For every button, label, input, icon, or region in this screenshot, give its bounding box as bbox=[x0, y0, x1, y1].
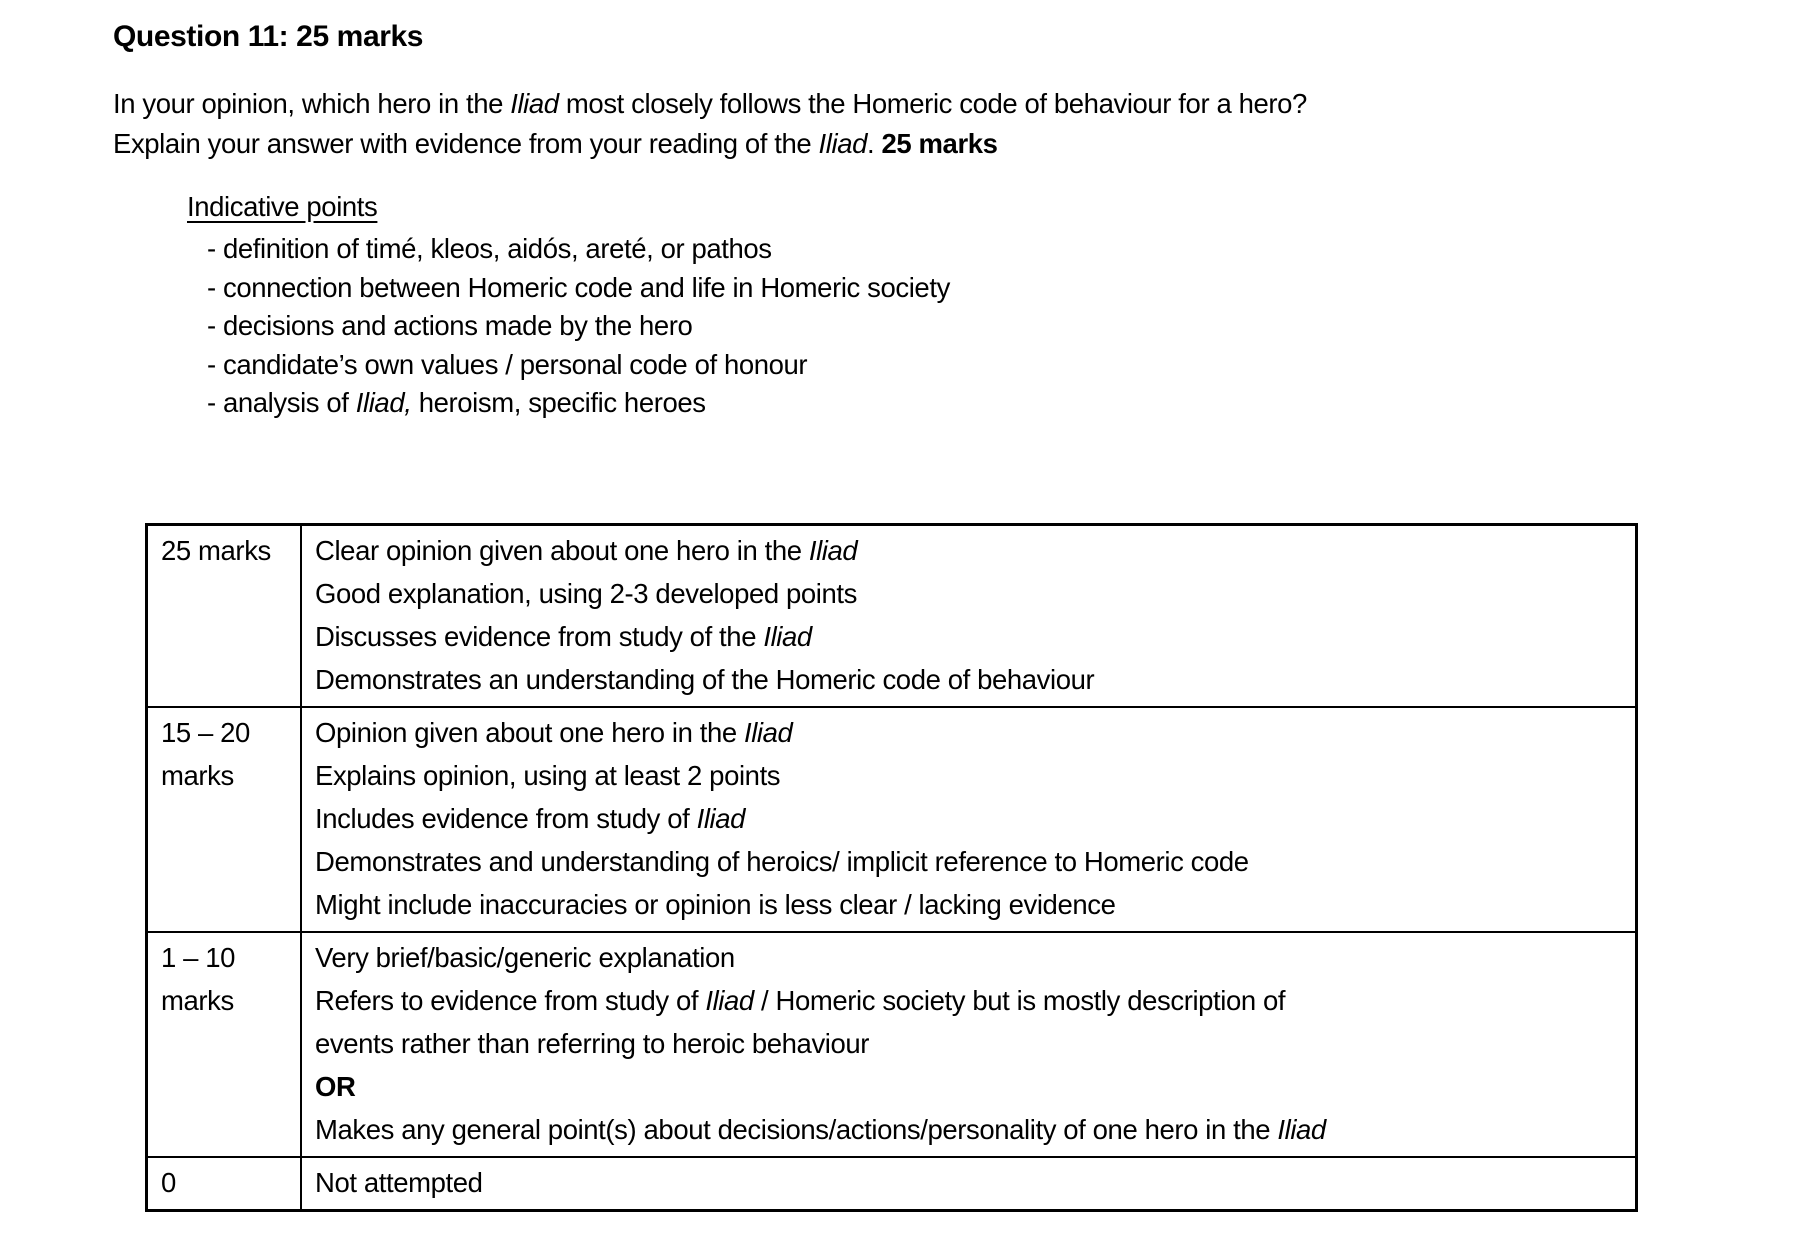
criteria-line bbox=[315, 1065, 1622, 1108]
criteria-cell bbox=[301, 932, 1637, 1157]
criteria-line bbox=[315, 1161, 1622, 1204]
question-heading: Question 11: 25 marks bbox=[113, 20, 424, 53]
text-segment: - analysis of bbox=[207, 387, 356, 418]
marks-band-line: 15 – 20 bbox=[161, 716, 250, 748]
italic-text: Iliad bbox=[696, 802, 746, 834]
criteria-line bbox=[315, 572, 1622, 615]
text-segment: Demonstrates and understanding of heroics/ implicit reference to Homeric code bbox=[315, 845, 1249, 877]
text-segment: Explain your answer with evidence from your reading of the bbox=[113, 128, 819, 159]
italic-text: Iliad bbox=[1277, 1113, 1326, 1145]
criteria-line bbox=[315, 840, 1622, 883]
italic-text: Iliad bbox=[705, 984, 754, 1016]
text-segment: Includes evidence from study of bbox=[315, 802, 697, 834]
italic-text: Iliad bbox=[510, 88, 559, 119]
text-segment: Discusses evidence from study of the bbox=[315, 620, 764, 652]
text-segment: Refers to evidence from study of bbox=[315, 984, 706, 1016]
rubric-row bbox=[147, 707, 1637, 932]
criteria-line bbox=[315, 797, 1622, 840]
text-segment: Clear opinion given about one hero in the bbox=[315, 534, 809, 566]
marks-band-line: marks bbox=[161, 984, 234, 1016]
criteria-cell bbox=[301, 524, 1637, 707]
criteria-line bbox=[315, 883, 1622, 926]
text-segment: Makes any general point(s) about decisions/actions/personality of one hero in the bbox=[315, 1113, 1278, 1145]
marks-band-line: 25 marks bbox=[161, 534, 271, 566]
rubric-table-body bbox=[147, 524, 1637, 1210]
text-segment: heroism, specific heroes bbox=[411, 387, 706, 418]
rubric-row bbox=[147, 1157, 1637, 1211]
text-segment: Explains opinion, using at least 2 points bbox=[315, 759, 781, 791]
indicative-point bbox=[207, 384, 1778, 423]
marks-band-cell bbox=[147, 524, 302, 707]
bold-text: OR bbox=[315, 1070, 356, 1102]
indicative-point bbox=[207, 230, 1778, 269]
criteria-line bbox=[315, 936, 1622, 979]
text-segment: Demonstrates an understanding of the Homeric code of behaviour bbox=[315, 663, 1095, 695]
marks-band-cell bbox=[147, 932, 302, 1157]
indicative-points-list bbox=[187, 230, 1778, 423]
criteria-line bbox=[315, 1108, 1622, 1151]
italic-text: Iliad bbox=[763, 620, 812, 652]
text-segment: - candidate’s own values / personal code of honour bbox=[207, 348, 808, 380]
indicative-points-section bbox=[187, 188, 1778, 423]
marks-band-cell bbox=[147, 1157, 302, 1211]
marking-rubric-table bbox=[145, 523, 1638, 1212]
marks-band-line: 1 – 10 bbox=[161, 941, 236, 973]
text-segment: Good explanation, using 2-3 developed points bbox=[315, 577, 857, 609]
italic-text: Iliad, bbox=[355, 387, 412, 418]
criteria-line bbox=[315, 711, 1622, 754]
text-segment: - connection between Homeric code and life in Homeric society bbox=[207, 271, 950, 303]
text-segment: - definition of timé, kleos, aidós, areté, or pathos bbox=[207, 233, 772, 264]
rubric-row bbox=[147, 932, 1637, 1157]
text-segment: Opinion given about one hero in the bbox=[315, 716, 744, 748]
indicative-point bbox=[207, 307, 1778, 346]
text-segment: Not attempted bbox=[315, 1166, 483, 1198]
italic-text: Iliad bbox=[818, 128, 867, 159]
marks-band-cell bbox=[147, 707, 302, 932]
text-segment: / Homeric society but is mostly description of bbox=[753, 984, 1286, 1016]
indicative-points-heading: Indicative points bbox=[187, 191, 378, 222]
italic-text: Iliad bbox=[743, 716, 793, 748]
criteria-line bbox=[315, 979, 1622, 1022]
text-segment: In your opinion, which hero in the bbox=[113, 88, 511, 119]
criteria-cell bbox=[301, 707, 1637, 932]
italic-text: Iliad bbox=[808, 534, 858, 566]
criteria-cell bbox=[301, 1157, 1637, 1211]
rubric-row bbox=[147, 524, 1637, 707]
indicative-point bbox=[207, 269, 1778, 308]
criteria-line bbox=[315, 1022, 1622, 1065]
question-line bbox=[113, 84, 1778, 124]
text-segment: Might include inaccuracies or opinion is less clear / lacking evidence bbox=[315, 888, 1116, 920]
criteria-line bbox=[315, 754, 1622, 797]
question-line bbox=[113, 124, 1778, 164]
criteria-line bbox=[315, 615, 1622, 658]
criteria-line bbox=[315, 529, 1622, 572]
indicative-point bbox=[207, 346, 1778, 385]
criteria-line bbox=[315, 658, 1622, 701]
text-segment: events rather than referring to heroic behaviour bbox=[315, 1027, 870, 1059]
bold-text: 25 marks bbox=[881, 128, 998, 159]
question-text bbox=[113, 84, 1778, 164]
text-segment: - decisions and actions made by the hero bbox=[207, 310, 693, 341]
text-segment: . bbox=[866, 128, 882, 159]
marks-band-line: 0 bbox=[161, 1166, 176, 1198]
text-segment: most closely follows the Homeric code of behaviour for a hero? bbox=[558, 88, 1307, 119]
marks-band-line: marks bbox=[161, 759, 234, 791]
text-segment: Very brief/basic/generic explanation bbox=[315, 941, 735, 973]
